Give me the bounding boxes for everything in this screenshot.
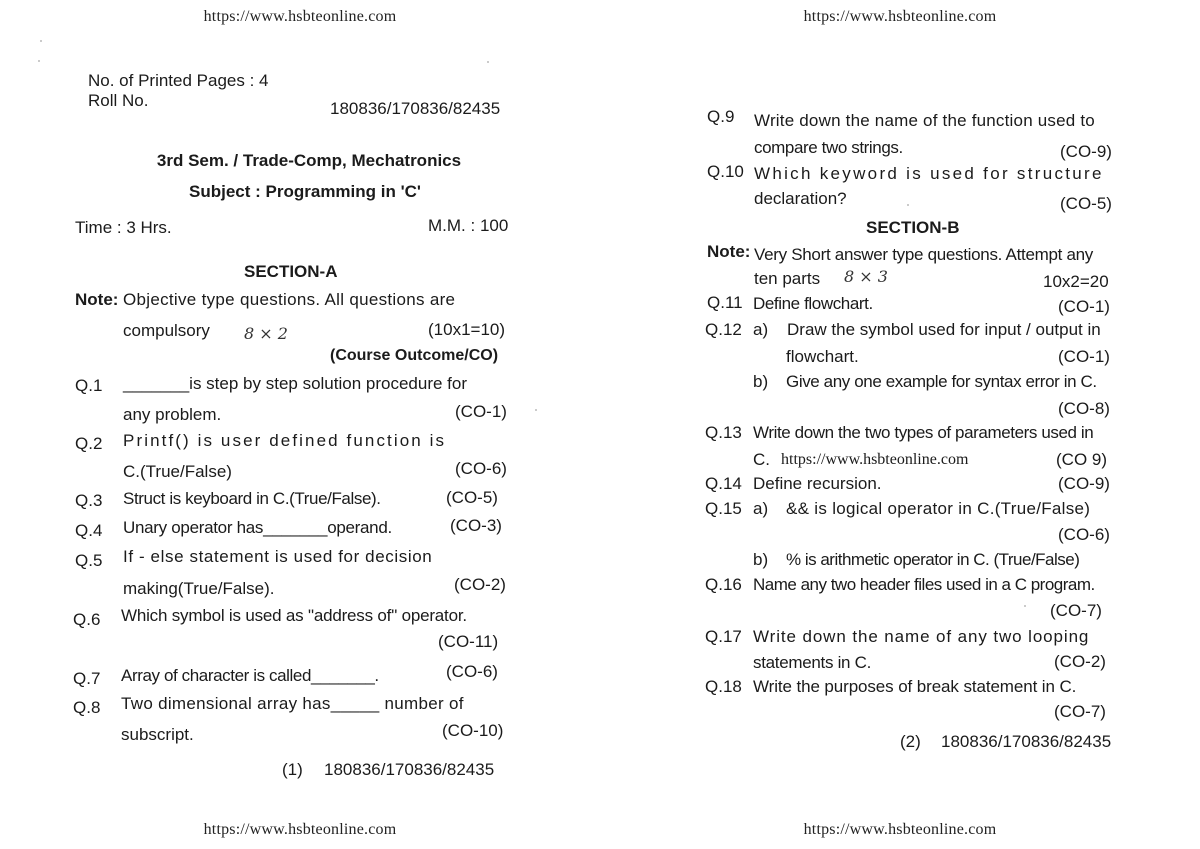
sub-label-b: b) <box>753 550 769 569</box>
question-text: Write down the two types of parameters used in <box>753 423 1094 442</box>
question-text: Write down the name of any two looping <box>753 627 1090 646</box>
roll-no-label: Roll No. <box>88 91 149 110</box>
paper-code: 180836/170836/82435 <box>330 99 501 118</box>
section-b-heading: SECTION-B <box>866 218 960 237</box>
scan-speck <box>907 204 909 206</box>
footer-paper-code: 180836/170836/82435 <box>941 732 1112 751</box>
question-text: Define recursion. <box>753 474 882 493</box>
note-line-2: compulsory <box>123 321 210 340</box>
question-text: Write the purposes of break statement in C. <box>753 677 1077 696</box>
question-number: Q.2 <box>75 434 103 453</box>
course-outcome: (CO-7) <box>1050 601 1102 620</box>
semester-title: 3rd Sem. / Trade-Comp, Mechatronics <box>156 151 462 170</box>
question-number: Q.6 <box>73 610 101 629</box>
question-text: Give any one example for syntax error in C. <box>786 372 1097 391</box>
question-text: declaration? <box>754 189 847 208</box>
question-text: statements in C. <box>753 653 872 672</box>
sub-label-b: b) <box>753 372 769 391</box>
question-text: any problem. <box>123 405 222 424</box>
header-url[interactable]: https://www.hsbteonline.com <box>803 8 997 25</box>
page-number: (2) <box>900 732 921 751</box>
course-outcome: (CO-9) <box>1060 142 1112 161</box>
question-number: Q.7 <box>73 669 101 688</box>
section-a-heading: SECTION-A <box>244 262 338 281</box>
question-text: _______is step by step solution procedure for <box>123 374 468 393</box>
question-number: Q.9 <box>707 107 735 126</box>
footer-url[interactable]: https://www.hsbteonline.com <box>803 821 997 838</box>
question-text: Which symbol is used as "address of" operator. <box>121 606 467 625</box>
page-number: (1) <box>282 760 303 779</box>
note-marks: 10x2=20 <box>1043 272 1109 291</box>
question-number: Q.11 <box>707 293 743 312</box>
question-text: Unary operator has_______operand. <box>123 518 392 537</box>
inline-url[interactable]: https://www.hsbteonline.com <box>781 451 969 468</box>
question-number: Q.18 <box>705 677 742 696</box>
footer-url[interactable]: https://www.hsbteonline.com <box>203 821 397 838</box>
handwritten-note: 8 × 3 <box>844 267 888 286</box>
scan-speck <box>38 60 40 62</box>
sub-label-a: a) <box>753 320 769 339</box>
scan-speck <box>487 61 489 63</box>
footer-paper-code: 180836/170836/82435 <box>324 760 495 779</box>
max-marks: M.M. : 100 <box>428 216 509 235</box>
question-text: Draw the symbol used for input / output in <box>787 320 1101 339</box>
time-label: Time : 3 Hrs. <box>75 218 172 237</box>
question-text: C.(True/False) <box>123 462 232 481</box>
question-number: Q.16 <box>705 575 742 594</box>
question-text: C. <box>753 450 770 469</box>
note-line-1: Objective type questions. All questions are <box>123 290 456 309</box>
sub-label-a: a) <box>753 499 769 518</box>
scan-speck <box>1024 605 1026 607</box>
course-outcome: (CO 9) <box>1056 450 1107 469</box>
note-marks: (10x1=10) <box>428 320 506 339</box>
handwritten-note: 8 × 2 <box>244 324 288 343</box>
course-outcome: (CO-11) <box>438 632 499 651</box>
question-number: Q.17 <box>705 627 742 646</box>
course-outcome: (CO-1) <box>1058 297 1110 316</box>
course-outcome: (CO-8) <box>1058 399 1110 418</box>
course-outcome: (CO-1) <box>455 402 507 421</box>
course-outcome: (CO-6) <box>1058 525 1110 544</box>
question-number: Q.10 <box>707 162 744 181</box>
question-text: flowchart. <box>786 347 859 366</box>
note-line-2: ten parts <box>754 269 821 288</box>
question-text: Name any two header files used in a C program. <box>753 575 1095 594</box>
question-number: Q.13 <box>705 423 742 442</box>
question-text: Which keyword is used for structure <box>754 164 1104 183</box>
course-outcome: (CO-3) <box>450 516 502 535</box>
question-text: Two dimensional array has_____ number of <box>121 694 464 713</box>
question-number: Q.15 <box>705 499 742 518</box>
question-text: % is arithmetic operator in C. (True/False) <box>786 550 1080 569</box>
note-label: Note: <box>75 290 119 309</box>
question-number: Q.8 <box>73 698 101 717</box>
question-text: making(True/False). <box>123 579 275 598</box>
course-outcome: (CO-10) <box>442 721 504 740</box>
scan-speck <box>535 409 537 411</box>
question-number: Q.3 <box>75 491 103 510</box>
question-text: compare two strings. <box>754 138 903 157</box>
question-text: If - else statement is used for decision <box>123 547 433 566</box>
note-line-1: Very Short answer type questions. Attempt any <box>754 245 1093 264</box>
course-outcome: (CO-1) <box>1058 347 1110 366</box>
question-text: Define flowchart. <box>753 294 873 313</box>
course-outcome: (CO-5) <box>1060 194 1112 213</box>
course-outcome: (CO-2) <box>1054 652 1106 671</box>
question-text: && is logical operator in C.(True/False) <box>786 499 1091 518</box>
question-number: Q.4 <box>75 521 103 540</box>
question-text: Struct is keyboard in C.(True/False). <box>123 489 381 508</box>
course-outcome: (CO-5) <box>446 488 498 507</box>
course-outcome: (CO-2) <box>454 575 506 594</box>
right-page <box>600 0 1200 849</box>
question-text: Array of character is called_______. <box>121 666 379 685</box>
question-number: Q.5 <box>75 551 103 570</box>
course-outcome: (CO-6) <box>455 459 507 478</box>
header-url[interactable]: https://www.hsbteonline.com <box>203 8 397 25</box>
course-outcome: (CO-6) <box>446 662 498 681</box>
question-text: Write down the name of the function used to <box>754 111 1095 130</box>
course-outcome: (CO-9) <box>1058 474 1110 493</box>
co-header: (Course Outcome/CO) <box>330 347 499 364</box>
question-number: Q.1 <box>75 376 103 395</box>
scan-speck <box>40 40 42 42</box>
question-text: Printf() is user defined function is <box>123 431 447 450</box>
question-number: Q.12 <box>705 320 742 339</box>
note-label: Note: <box>707 242 751 261</box>
subject-title: Subject : Programming in 'C' <box>189 182 421 201</box>
question-text: subscript. <box>121 725 194 744</box>
question-number: Q.14 <box>705 474 742 493</box>
course-outcome: (CO-7) <box>1054 702 1106 721</box>
printed-pages: No. of Printed Pages : 4 <box>88 71 269 90</box>
